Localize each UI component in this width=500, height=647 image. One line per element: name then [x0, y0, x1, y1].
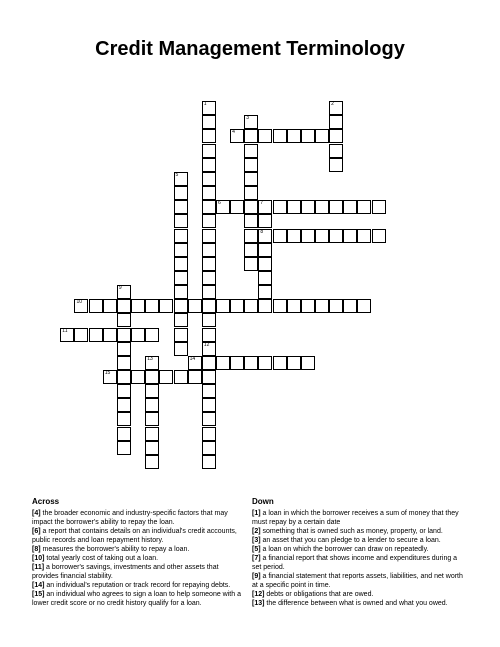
grid-cell[interactable] — [131, 370, 145, 384]
grid-cell[interactable] — [202, 412, 216, 426]
grid-cell[interactable] — [202, 427, 216, 441]
across-clue — [32, 554, 242, 563]
grid-cell[interactable] — [287, 200, 301, 214]
grid-cell[interactable] — [230, 356, 244, 370]
clue-number: [3] — [252, 537, 261, 544]
grid-cell[interactable] — [329, 101, 343, 115]
grid-cell[interactable] — [202, 299, 216, 313]
grid-cell[interactable] — [117, 328, 131, 342]
grid-cell[interactable] — [244, 229, 258, 243]
grid-cell[interactable] — [301, 129, 315, 143]
down-clue-list — [252, 509, 467, 608]
grid-cell[interactable] — [145, 356, 159, 370]
clue-number: [10] — [32, 555, 45, 562]
grid-cell[interactable] — [315, 200, 329, 214]
grid-cell[interactable] — [244, 172, 258, 186]
clue-text: the difference between what is owned and what you owed. — [264, 600, 448, 607]
grid-cell[interactable] — [301, 229, 315, 243]
grid-cell[interactable] — [202, 129, 216, 143]
grid-cell[interactable] — [258, 299, 272, 313]
grid-cell[interactable] — [244, 299, 258, 313]
clue-number: [7] — [252, 555, 261, 562]
grid-cell[interactable] — [301, 356, 315, 370]
grid-cell[interactable] — [202, 271, 216, 285]
grid-cell[interactable] — [244, 158, 258, 172]
cell-number: 2 — [331, 101, 334, 108]
grid-cell[interactable] — [188, 356, 202, 370]
cell-number: 6 — [217, 200, 221, 207]
grid-cell[interactable] — [145, 370, 159, 384]
grid-cell[interactable] — [117, 299, 131, 313]
grid-cell[interactable] — [329, 158, 343, 172]
grid-cell[interactable] — [202, 384, 216, 398]
grid-cell[interactable] — [174, 229, 188, 243]
grid-cell[interactable] — [145, 299, 159, 313]
down-clue — [252, 572, 467, 590]
clue-text: a loan on which the borrower can draw on repeatedly. — [260, 546, 429, 553]
grid-cell[interactable] — [287, 299, 301, 313]
grid-cell[interactable] — [216, 299, 230, 313]
clue-text: a financial report that shows income and expenditures during a set period. — [252, 555, 458, 571]
cell-number: 5 — [175, 171, 179, 178]
grid-cell[interactable] — [273, 299, 287, 313]
clue-text: an individual's reputation or track record for repaying debts. — [44, 582, 231, 589]
grid-cell[interactable] — [174, 313, 188, 327]
grid-cell[interactable] — [174, 172, 188, 186]
across-clue — [32, 545, 242, 554]
clue-number: [12] — [252, 591, 265, 598]
grid-cell[interactable] — [258, 257, 272, 271]
grid-cell[interactable] — [202, 144, 216, 158]
down-clue — [252, 536, 467, 545]
grid-cell[interactable] — [258, 200, 272, 214]
grid-cell[interactable] — [202, 285, 216, 299]
grid-cell[interactable] — [273, 200, 287, 214]
grid-cell[interactable] — [117, 356, 131, 370]
clue-text: a report that contains details on an individual's credit accounts, public records and loan repayment history. — [32, 528, 237, 544]
grid-cell[interactable] — [174, 299, 188, 313]
grid-cell[interactable] — [273, 229, 287, 243]
grid-cell[interactable] — [202, 229, 216, 243]
grid-cell[interactable] — [273, 129, 287, 143]
grid-cell[interactable] — [103, 328, 117, 342]
grid-cell[interactable] — [117, 398, 131, 412]
grid-cell[interactable] — [372, 200, 386, 214]
grid-cell[interactable] — [159, 370, 173, 384]
grid-cell[interactable] — [145, 384, 159, 398]
grid-cell[interactable] — [202, 313, 216, 327]
grid-cell[interactable] — [174, 200, 188, 214]
grid-cell[interactable] — [258, 229, 272, 243]
cell-number: 1 — [203, 101, 207, 108]
grid-cell[interactable] — [357, 200, 371, 214]
grid-cell[interactable] — [174, 328, 188, 342]
down-clue — [252, 527, 467, 536]
grid-cell[interactable] — [329, 229, 343, 243]
grid-cell[interactable] — [117, 412, 131, 426]
grid-cell[interactable] — [258, 356, 272, 370]
cell-number: 11 — [62, 327, 68, 334]
grid-cell[interactable] — [357, 229, 371, 243]
grid-cell[interactable] — [159, 299, 173, 313]
across-clue — [32, 590, 242, 608]
grid-cell[interactable] — [258, 271, 272, 285]
grid-cell[interactable] — [244, 144, 258, 158]
grid-cell[interactable] — [202, 214, 216, 228]
clue-text: something that is owned such as money, property, or land. — [260, 528, 443, 535]
cell-number: 3 — [246, 115, 250, 122]
across-clue-list — [32, 509, 242, 608]
grid-cell[interactable] — [103, 370, 117, 384]
grid-cell[interactable] — [174, 271, 188, 285]
grid-cell[interactable] — [145, 441, 159, 455]
clue-text: the broader economic and industry-specific factors that may impact the borrower's ability to repay the loan. — [32, 510, 228, 526]
grid-cell[interactable] — [89, 299, 103, 313]
grid-cell[interactable] — [117, 285, 131, 299]
page-title: Credit Management Terminology — [95, 38, 405, 60]
grid-cell[interactable] — [244, 356, 258, 370]
across-clue — [32, 527, 242, 545]
cell-number: 8 — [260, 228, 264, 235]
clue-text: a financial statement that reports assets, liabilities, and net worth at a specific point in time. — [252, 573, 463, 589]
clue-text: debts or obligations that are owed. — [264, 591, 374, 598]
grid-cell[interactable] — [131, 299, 145, 313]
down-clue — [252, 509, 467, 527]
grid-cell[interactable] — [202, 172, 216, 186]
grid-cell[interactable] — [202, 115, 216, 129]
grid-cell[interactable] — [145, 398, 159, 412]
across-clue — [32, 509, 242, 527]
grid-cell[interactable] — [74, 328, 88, 342]
clue-text: a loan in which the borrower receives a sum of money that they must repay by a certain date — [252, 510, 459, 526]
grid-cell[interactable] — [244, 200, 258, 214]
grid-cell[interactable] — [258, 214, 272, 228]
clue-number: [6] — [32, 528, 41, 535]
grid-cell[interactable] — [145, 412, 159, 426]
clue-text: a borrower's savings, investments and other assets that provides financial stability. — [32, 564, 219, 580]
grid-cell[interactable] — [202, 158, 216, 172]
grid-cell[interactable] — [244, 214, 258, 228]
grid-cell[interactable] — [202, 342, 216, 356]
grid-cell[interactable] — [117, 441, 131, 455]
grid-cell[interactable] — [315, 299, 329, 313]
grid-cell[interactable] — [174, 257, 188, 271]
clue-text: an asset that you can pledge to a lender to secure a loan. — [260, 537, 441, 544]
cell-number: 10 — [76, 299, 82, 306]
grid-cell[interactable] — [343, 299, 357, 313]
grid-cell[interactable] — [244, 129, 258, 143]
grid-cell[interactable] — [174, 342, 188, 356]
grid-cell[interactable] — [145, 328, 159, 342]
grid-cell[interactable] — [230, 299, 244, 313]
grid-cell[interactable] — [343, 200, 357, 214]
grid-cell[interactable] — [202, 101, 216, 115]
grid-cell[interactable] — [216, 200, 230, 214]
grid-cell[interactable] — [202, 398, 216, 412]
grid-cell[interactable] — [287, 129, 301, 143]
grid-cell[interactable] — [287, 229, 301, 243]
grid-cell[interactable] — [202, 370, 216, 384]
grid-cell[interactable] — [117, 370, 131, 384]
grid-cell[interactable] — [329, 299, 343, 313]
grid-cell[interactable] — [74, 299, 88, 313]
grid-cell[interactable] — [301, 200, 315, 214]
grid-cell[interactable] — [343, 229, 357, 243]
grid-cell[interactable] — [202, 441, 216, 455]
grid-cell[interactable] — [244, 115, 258, 129]
down-clue — [252, 599, 467, 608]
grid-cell[interactable] — [329, 115, 343, 129]
grid-cell[interactable] — [117, 342, 131, 356]
clue-number: [4] — [32, 510, 41, 517]
grid-cell[interactable] — [188, 299, 202, 313]
clue-number: [8] — [32, 546, 41, 553]
cell-number: 7 — [260, 200, 264, 207]
grid-cell[interactable] — [230, 200, 244, 214]
grid-cell[interactable] — [174, 243, 188, 257]
cell-number: 12 — [203, 341, 210, 348]
down-clues — [252, 497, 467, 608]
clue-number: [13] — [252, 600, 265, 607]
grid-cell[interactable] — [258, 129, 272, 143]
down-clue — [252, 590, 467, 599]
clue-number: [9] — [252, 573, 261, 580]
grid-cell[interactable] — [174, 370, 188, 384]
grid-cell[interactable] — [202, 455, 216, 469]
grid-cell[interactable] — [329, 144, 343, 158]
grid-cell[interactable] — [60, 328, 74, 342]
grid-cell[interactable] — [273, 356, 287, 370]
clue-number: [14] — [32, 582, 45, 589]
clue-number: [2] — [252, 528, 261, 535]
grid-cell[interactable] — [301, 299, 315, 313]
grid-cell[interactable] — [258, 243, 272, 257]
grid-cell[interactable] — [287, 356, 301, 370]
cell-number: 13 — [147, 355, 153, 362]
down-clue — [252, 545, 467, 554]
grid-cell[interactable] — [202, 186, 216, 200]
cell-number: 15 — [104, 370, 111, 376]
grid-cell[interactable] — [202, 356, 216, 370]
down-heading: Down — [252, 497, 274, 506]
grid-cell[interactable] — [202, 200, 216, 214]
grid-cell[interactable] — [230, 129, 244, 143]
cell-number: 9 — [118, 285, 122, 292]
across-clue — [32, 581, 242, 590]
grid-cell[interactable] — [117, 384, 131, 398]
across-heading: Across — [32, 497, 60, 506]
clue-number: [15] — [32, 591, 45, 598]
clue-text: an individual who agrees to sign a loan to help someone with a lower credit score or no credit history qualify for a loan. — [32, 591, 241, 607]
grid-cell[interactable] — [174, 214, 188, 228]
across-clue — [32, 563, 242, 581]
across-clues — [32, 497, 242, 608]
grid-cell[interactable] — [145, 427, 159, 441]
grid-cell[interactable] — [117, 427, 131, 441]
grid-cell[interactable] — [145, 455, 159, 469]
grid-cell[interactable] — [329, 200, 343, 214]
grid-cell[interactable] — [315, 229, 329, 243]
grid-cell[interactable] — [329, 129, 343, 143]
grid-cell[interactable] — [258, 285, 272, 299]
grid-cell[interactable] — [372, 229, 386, 243]
cell-number: 14 — [189, 355, 196, 362]
grid-cell[interactable] — [244, 186, 258, 200]
clue-text: measures the borrower's ability to repay a loan. — [40, 546, 190, 553]
clue-text: total yearly cost of taking out a loan. — [44, 555, 159, 562]
grid-cell[interactable] — [202, 328, 216, 342]
grid-cell[interactable] — [103, 299, 117, 313]
grid-cell[interactable] — [188, 370, 202, 384]
down-clue — [252, 554, 467, 572]
grid-cell[interactable] — [117, 313, 131, 327]
grid-cell[interactable] — [357, 299, 371, 313]
grid-cell[interactable] — [131, 328, 145, 342]
cell-number: 4 — [232, 129, 235, 136]
grid-cell[interactable] — [244, 257, 258, 271]
grid-cell[interactable] — [174, 186, 188, 200]
clue-number: [5] — [252, 546, 261, 553]
clue-number: [11] — [32, 564, 45, 571]
grid-cell[interactable] — [202, 243, 216, 257]
grid-cell[interactable] — [216, 356, 230, 370]
clue-number: [1] — [252, 510, 261, 517]
grid-cell[interactable] — [89, 328, 103, 342]
grid-cell[interactable] — [202, 257, 216, 271]
grid-cell[interactable] — [244, 243, 258, 257]
grid-cell[interactable] — [174, 285, 188, 299]
grid-cell[interactable] — [315, 129, 329, 143]
